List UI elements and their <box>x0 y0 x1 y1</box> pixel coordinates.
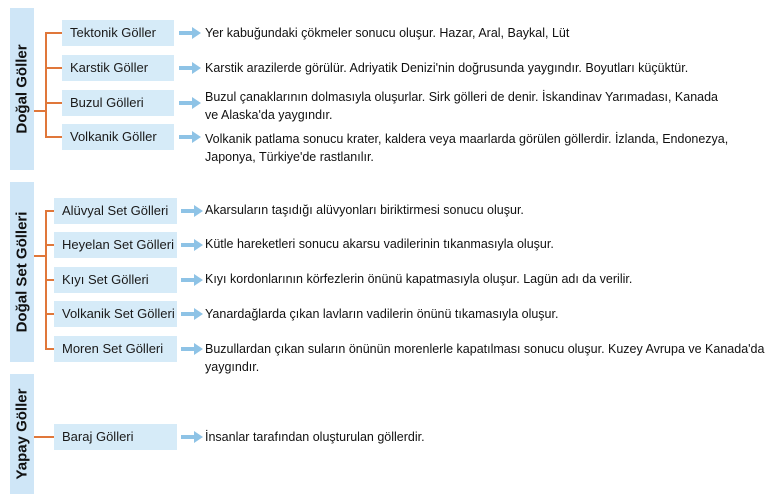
category-yapay-goller <box>10 374 34 494</box>
item-moren-set-golleri: Moren Set Gölleri <box>54 336 177 362</box>
description-volkanik-set-golleri: Yanardağlarda çıkan lavların vadilerin önünü tıkamasıyla oluşur. <box>205 307 559 321</box>
description-karstik-goller: Karstik arazilerde görülür. Adriyatik Denizi'nin doğrusunda yaygındır. Boyutları küçüktür. <box>205 61 689 75</box>
connector-line <box>45 102 63 104</box>
category-dogal-set-golleri <box>10 182 34 362</box>
arrow-right-icon <box>179 97 201 109</box>
description-moren-set-golleri: Buzullardan çıkan suların önünün morenlerle kapatılması sonucu oluşur. Kuzey Avrupa ve Kanada'da yaygındır. <box>205 342 765 374</box>
arrow-right-icon <box>181 343 203 355</box>
item-volkanik-goller: Volkanik Göller <box>62 124 174 150</box>
arrow-right-icon <box>179 131 201 143</box>
arrow-right-icon <box>181 205 203 217</box>
description-tektonik-goller: Yer kabuğundaki çökmeler sonucu oluşur. Hazar, Aral, Baykal, Lüt <box>205 26 570 40</box>
category-label: Yapay Göller <box>13 388 31 480</box>
connector-line <box>45 67 63 69</box>
category-label: Doğal Set Gölleri <box>13 211 31 333</box>
item-buzul-golleri: Buzul Gölleri <box>62 90 174 116</box>
arrow-right-icon <box>181 431 203 443</box>
item-volkanik-set-golleri: Volkanik Set Gölleri <box>54 301 177 327</box>
item-heyelan-set-golleri: Heyelan Set Gölleri <box>54 232 177 258</box>
connector-line <box>34 436 54 438</box>
connector-line <box>45 32 47 136</box>
description-volkanik-goller: Volkanik patlama sonucu krater, kaldera veya maarlarda görülen göllerdir. İzlanda, Endonezya, Japonya, Türkiye'de rastlanılır. <box>205 132 729 164</box>
description-aluvyal-set-golleri: Akarsuların taşıdığı alüvyonları biriktirmesi sonucu oluşur. <box>205 203 524 217</box>
description-baraj-golleri: İnsanlar tarafından oluşturulan göllerdir. <box>205 430 425 444</box>
description-buzul-golleri: Buzul çanaklarının dolmasıyla oluşurlar. Sirk gölleri de denir. İskandinav Yarımadası, Kanada ve Alaska'da yaygındır. <box>205 90 719 122</box>
connector-line <box>45 32 63 34</box>
item-baraj-golleri: Baraj Gölleri <box>54 424 177 450</box>
arrow-right-icon <box>181 308 203 320</box>
category-dogal-golleri <box>10 8 34 170</box>
item-karstik-goller: Karstik Göller <box>62 55 174 81</box>
item-aluvyal-set-golleri: Alüvyal Set Gölleri <box>54 198 177 224</box>
arrow-right-icon <box>179 62 201 74</box>
arrow-right-icon <box>181 274 203 286</box>
item-tektonik-goller: Tektonik Göller <box>62 20 174 46</box>
connector-line <box>45 136 63 138</box>
category-label: Doğal Göller <box>13 44 31 134</box>
arrow-right-icon <box>179 27 201 39</box>
item-kiyi-set-golleri: Kıyı Set Gölleri <box>54 267 177 293</box>
description-kiyi-set-golleri: Kıyı kordonlarının körfezlerin önünü kapatmasıyla oluşur. Lagün adı da verilir. <box>205 272 633 286</box>
arrow-right-icon <box>181 239 203 251</box>
description-heyelan-set-golleri: Kütle hareketleri sonucu akarsu vadilerinin tıkanmasıyla oluşur. <box>205 237 554 251</box>
